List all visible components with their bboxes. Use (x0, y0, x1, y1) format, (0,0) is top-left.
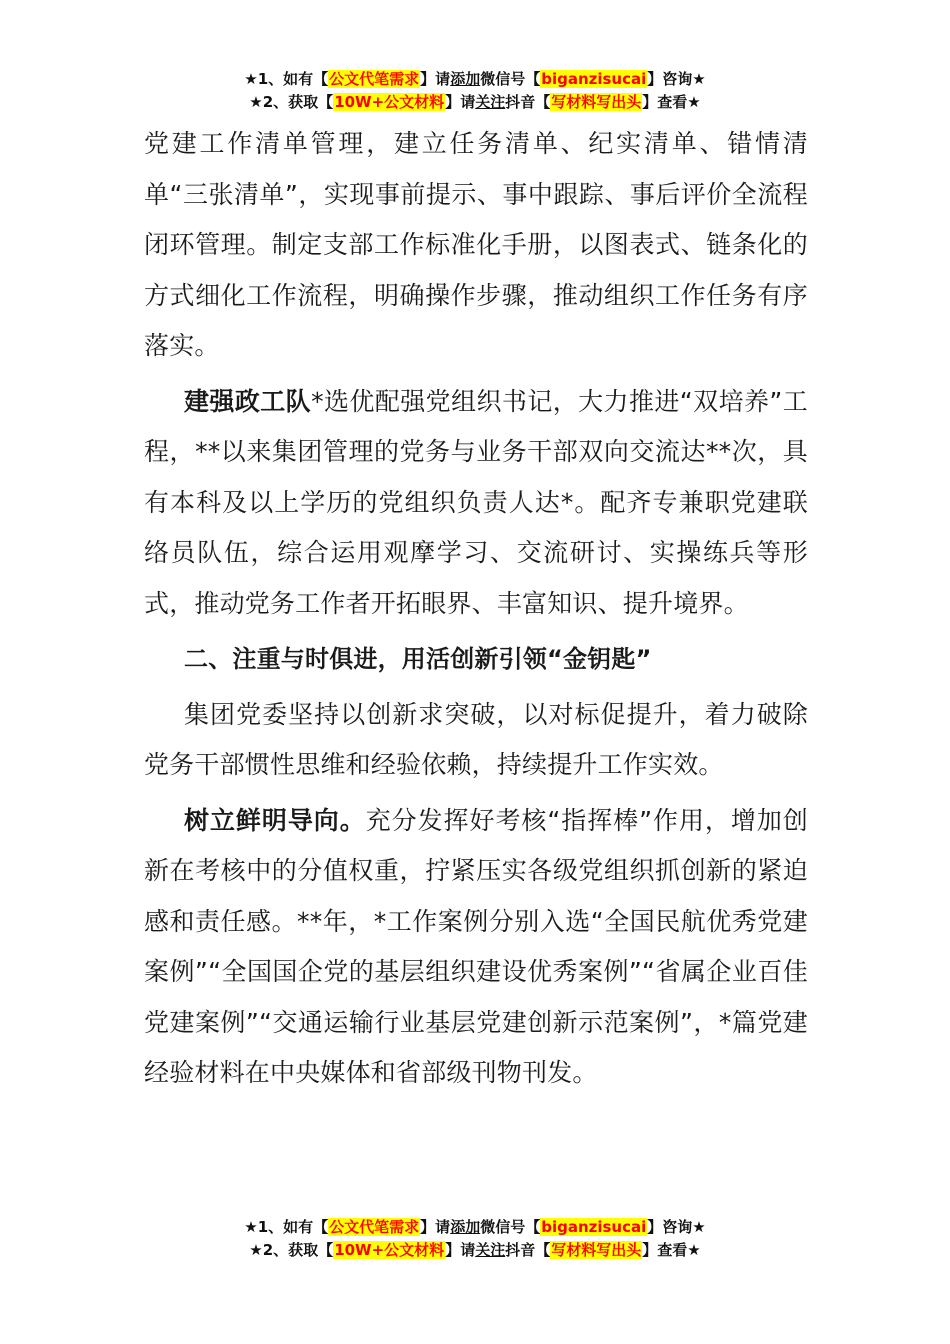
banner-text: 抖音【 (505, 1241, 551, 1259)
highlight-service: 公文代笔需求 (329, 70, 420, 88)
banner-line-1 (0, 1216, 950, 1239)
banner-text: 】请 (420, 70, 451, 88)
banner-text: 】请 (445, 93, 476, 111)
header-banner (0, 68, 950, 114)
highlight-wechat-id: biganzisucai (541, 70, 647, 88)
banner-text: 】咨询★ (647, 1218, 706, 1236)
paragraph-lead: 建强政工队 (184, 386, 312, 416)
banner-text: 】查看★ (642, 1241, 701, 1259)
paragraph-text: 充分发挥好考核“指挥棒”作用，增加创新在考核中的分值权重，拧紧压实各级党组织抓创新的紧迫感和责任感。**年，*工作案例分别入选“全国民航优秀党建案例”“全国国企党的基层组织建设优秀案例”“省属企业百佳党建案例”“交通运输行业基层党建创新示范案例”，*篇党建经验材料在中央媒体和省部级刊物刊发。 (144, 805, 808, 1087)
banner-line-1 (0, 68, 950, 91)
banner-emphasis: 关注 (475, 1241, 506, 1259)
banner-text: ★2、获取【 (249, 1241, 334, 1259)
highlight-douyin-account: 写材料写出头 (551, 1241, 642, 1259)
paragraph (144, 377, 808, 630)
banner-emphasis: 添加 (450, 70, 481, 88)
banner-text: 微信号【 (480, 1218, 541, 1236)
highlight-materials: 10W+公文材料 (334, 1241, 445, 1259)
section-heading: 二、注重与时俱进，用活创新引领“金钥匙” (184, 645, 652, 673)
banner-text: 微信号【 (480, 70, 541, 88)
banner-text: 】查看★ (642, 93, 701, 111)
highlight-douyin-account: 写材料写出头 (551, 93, 642, 111)
banner-text: ★1、如有【 (244, 1218, 329, 1236)
banner-text: 】请 (445, 1241, 476, 1259)
paragraph (144, 796, 808, 1099)
highlight-service: 公文代笔需求 (329, 1218, 420, 1236)
banner-line-2 (0, 1239, 950, 1262)
paragraph: 集团党委坚持以创新求突破，以对标促提升，着力破除党务干部惯性思维和经验依赖，持续提升工作实效。 (144, 699, 808, 779)
banner-text: 】咨询★ (647, 70, 706, 88)
paragraph: 党建工作清单管理，建立任务清单、纪实清单、错情清单“三张清单”，实现事前提示、事中跟踪、事后评价全流程闭环管理。制定支部工作标准化手册，以图表式、链条化的方式细化工作流程，明确操作步骤，推动组织工作任务有序落实。 (144, 129, 808, 360)
paragraph-lead: 树立鲜明导向。 (184, 805, 366, 835)
banner-emphasis: 添加 (450, 1218, 481, 1236)
document-body (144, 119, 808, 1104)
banner-text: 抖音【 (505, 93, 551, 111)
footer-banner (0, 1216, 950, 1262)
highlight-wechat-id: biganzisucai (541, 1218, 647, 1236)
banner-line-2 (0, 91, 950, 114)
paragraph-text: *选优配强党组织书记，大力推进“双培养”工程，**以来集团管理的党务与业务干部双向交流达**次，具有本科及以上学历的党组织负责人达*。配齐专兼职党建联络员队伍，综合运用观摩学习、交流研讨、实操练兵等形式，推动党务工作者开拓眼界、丰富知识、提升境界。 (144, 386, 808, 618)
highlight-materials: 10W+公文材料 (334, 93, 445, 111)
banner-text: ★2、获取【 (249, 93, 334, 111)
banner-text: 】请 (420, 1218, 451, 1236)
banner-text: ★1、如有【 (244, 70, 329, 88)
banner-emphasis: 关注 (475, 93, 506, 111)
